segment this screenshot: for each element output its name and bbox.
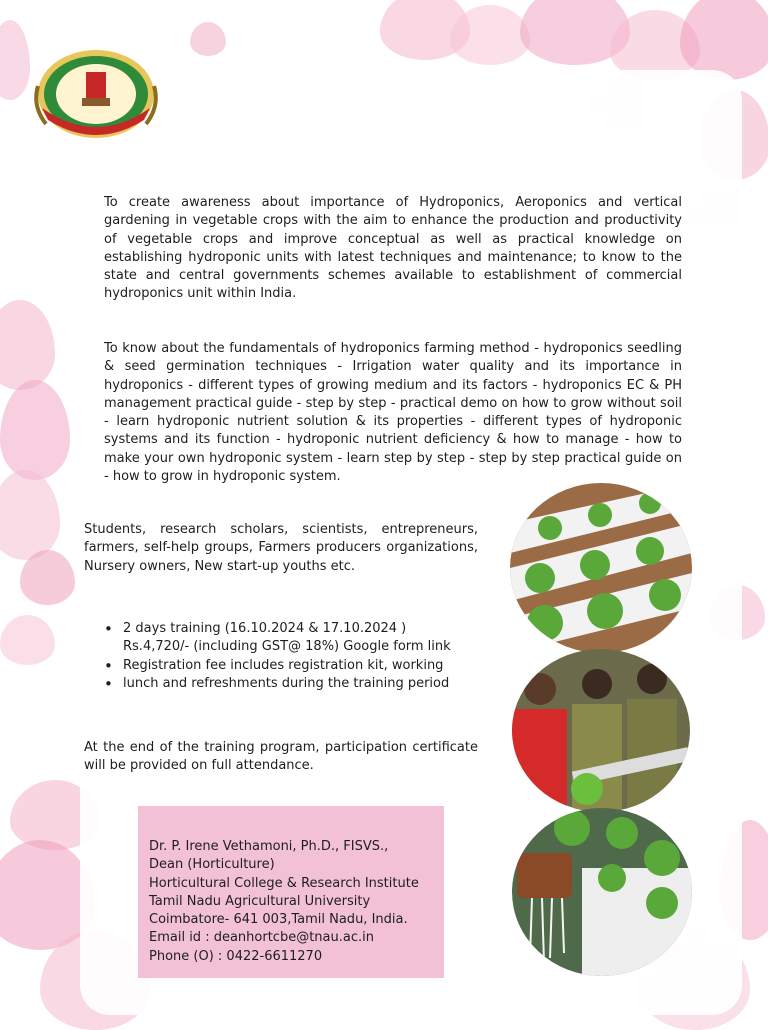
contact-college: Horticultural College & Research Institute xyxy=(149,875,419,891)
students-training-photo xyxy=(512,649,690,812)
university-emblem-icon xyxy=(32,46,160,146)
training-details-list xyxy=(104,620,484,693)
list-item xyxy=(104,675,484,693)
university-logo xyxy=(32,46,160,146)
contact-phone: Phone (O) : 0422-6611270 xyxy=(149,948,323,964)
training-fee: Rs.4,720/- (including GST@ 18%) Google form link xyxy=(123,639,451,655)
objective-paragraph: To create awareness about importance of Hydroponics, Aeroponics and vertical gardening in vegetable crops with the aim to enhance the production and productivity of vegetable crops and improve conceptual as well as practical knowledge on establishing hydroponic units with latest techniques and maintenance; to know to the state and central governments schemes available to establishment of commercial hydroponics unit within India. xyxy=(104,195,682,302)
certificate-paragraph: At the end of the training program, participation certificate will be provided on full attendance. xyxy=(84,740,478,774)
contact-name: Dr. P. Irene Vethamoni, Ph.D., FISVS., xyxy=(149,839,389,854)
lunch-refreshments: • lunch and refreshments during the training period xyxy=(123,675,450,691)
hydroponic-roots-photo xyxy=(512,808,692,976)
contact-university: Tamil Nadu Agricultural University xyxy=(149,893,371,909)
list-item xyxy=(104,620,484,657)
registration-includes: • Registration fee includes registration kit, working xyxy=(123,657,444,673)
contact-designation: Dean (Horticulture) xyxy=(149,857,275,873)
hydroponic-lettuce-photo xyxy=(510,483,692,653)
topics-paragraph: To know about the fundamentals of hydroponics farming method - hydroponics seedling & seed germination techniques - Irrigation water quality and its importance in hydroponics - different types of growing medium and its factors - hydroponics EC & PH management practical guide - step by step - practical demo on how to grow without soil - learn hydroponic nutrient solution & its properties - different types of hydroponic systems and its function - hydroponic nutrient deficiency & how to manage - how to make your own hydroponic system - learn step by step - step by step practical guide on - how to grow in hydroponic system. xyxy=(104,341,682,485)
participants-paragraph: Students, research scholars, scientists, entrepreneurs, farmers, self-help groups, Farmers producers organizations, Nursery owners, New start-up youths etc. xyxy=(84,522,478,574)
contact-address: Coimbatore- 641 003,Tamil Nadu, India. xyxy=(149,912,408,928)
contact-email[interactable]: Email id : deanhortcbe@tnau.ac.in xyxy=(149,930,374,946)
contact-box xyxy=(138,806,444,978)
training-dates: • 2 days training (16.10.2024 & 17.10.2024 ) xyxy=(123,621,407,636)
list-item xyxy=(104,657,484,675)
